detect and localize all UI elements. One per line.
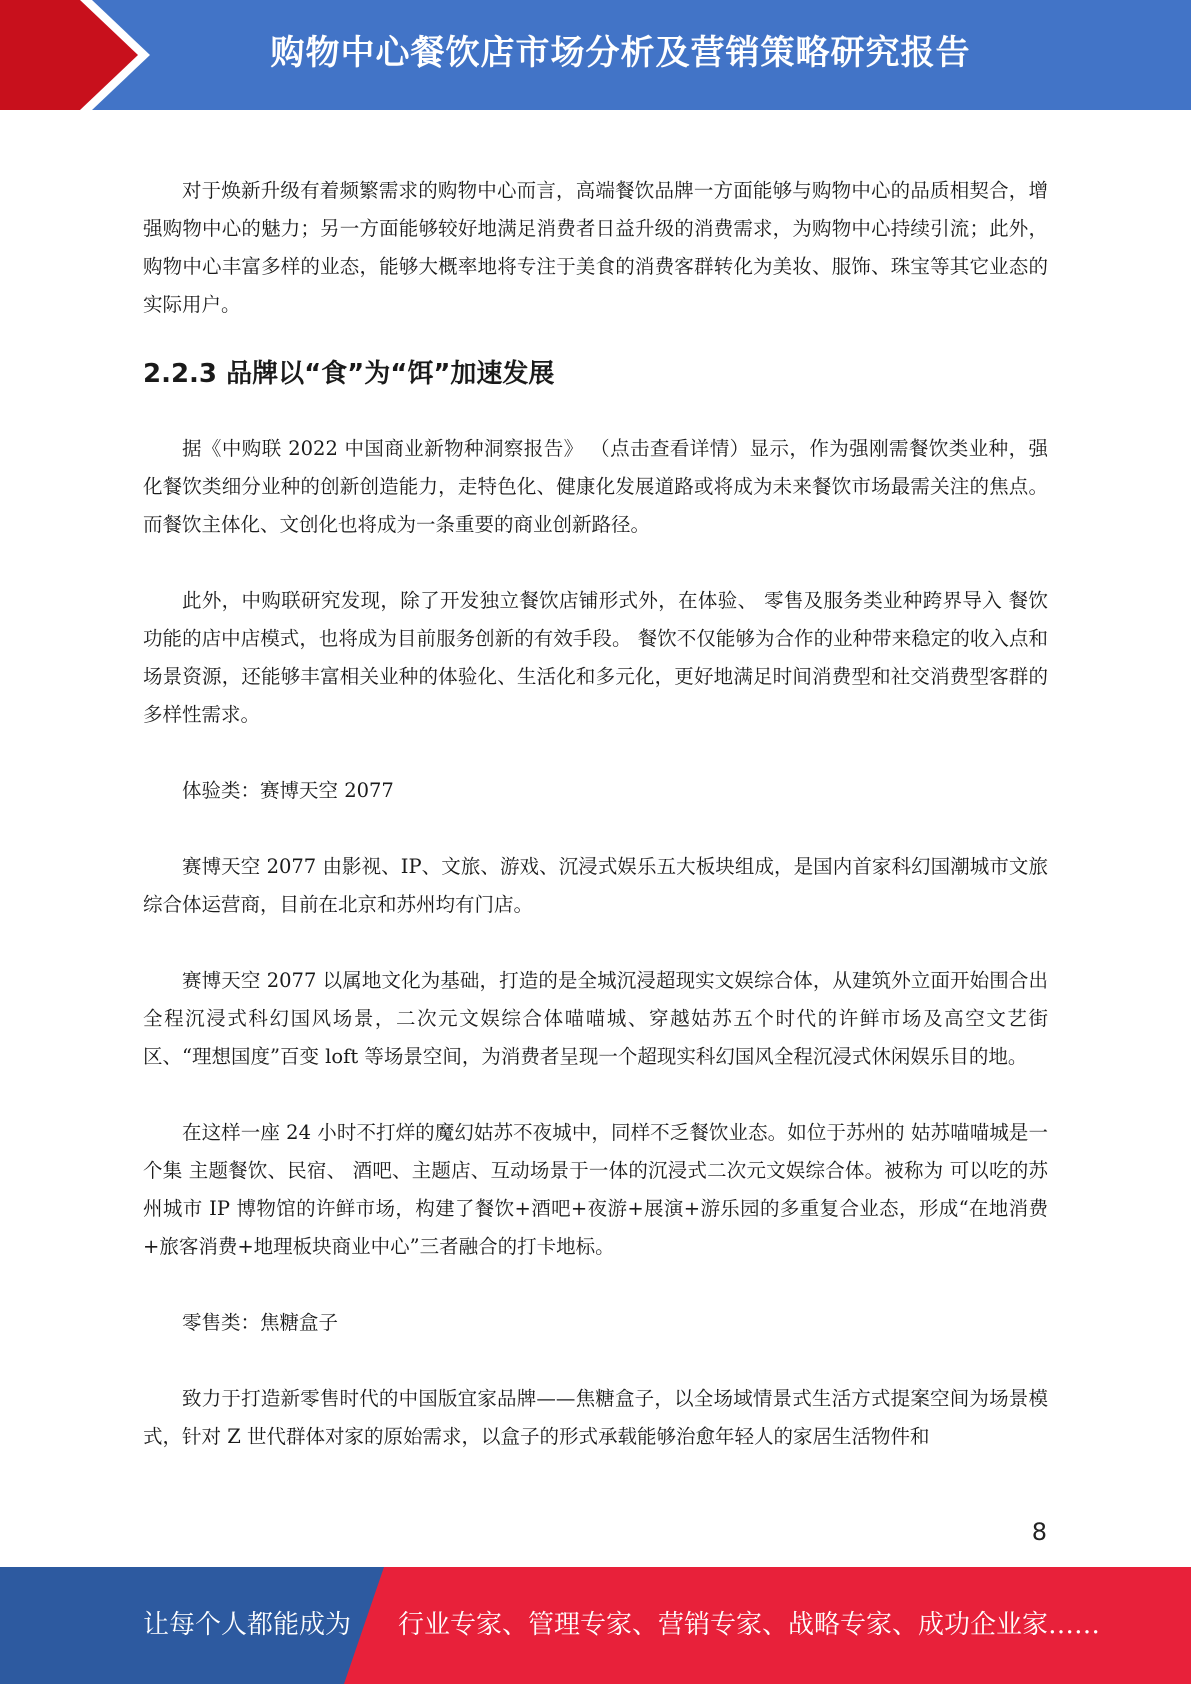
- footer-slogan-left: 让每个人都能成为: [143, 1610, 352, 1640]
- paragraph-5: 赛博天空 2077 由影视、IP、文旅、游戏、沉浸式娱乐五大板块组成，是国内首家科幻国潮城市文旅综合体运营商，目前在北京和苏州均有门店。: [143, 855, 1048, 916]
- paragraph-4: 体验类：赛博天空 2077: [182, 779, 394, 802]
- paragraph-3: 此外，中购联研究发现，除了开发独立餐饮店铺形式外，在体验、 零售及服务类业种跨界导入 餐饮功能的店中店模式，也将成为目前服务创新的有效手段。 餐饮不仅能够为合作的业种带来稳定的收入点和场景资源，还能够丰富相关业种的体验化、生活化和多元化，更好地满足时间消费型和社交消费型客群的多样性需求。: [143, 589, 1048, 726]
- header-title: 购物中心餐饮店市场分析及营销策略研究报告: [270, 33, 971, 73]
- paragraph-8: 零售类：焦糖盒子: [182, 1311, 339, 1334]
- paragraph-2: 据《中购联 2022 中国商业新物种洞察报告》 （点击查看详情）显示，作为强刚需餐饮类业种，强化餐饮类细分业种的创新创造能力，走特色化、健康化发展道路或将成为未来餐饮市场最需关注的焦点。而餐饮主体化、文创化也将成为一条重要的商业创新路径。: [143, 437, 1048, 536]
- page-footer: [0, 1567, 1191, 1684]
- paragraph-6: 赛博天空 2077 以属地文化为基础，打造的是全城沉浸超现实文娱综合体，从建筑外立面开始围合出全程沉浸式科幻国风场景，二次元文娱综合体喵喵城、穿越姑苏五个时代的许鲜市场及高空文艺街区、“理想国度”百变 loft 等场景空间，为消费者呈现一个超现实科幻国风全程沉浸式休闲娱乐目的地。: [143, 969, 1048, 1068]
- document-body: [143, 172, 1048, 1456]
- section-heading: 2.2.3 品牌以“食”为“饵”加速发展: [143, 359, 555, 389]
- header-red-chevron: [0, 0, 150, 110]
- paragraph-9: 致力于打造新零售时代的中国版宜家品牌——焦糖盒子，以全场域情景式生活方式提案空间为场景模式，针对 Z 世代群体对家的原始需求，以盒子的形式承载能够治愈年轻人的家居生活物件和: [143, 1387, 1048, 1448]
- footer-slogan-right: 行业专家、管理专家、营销专家、战略专家、成功企业家……: [398, 1610, 1101, 1640]
- page-header: [0, 0, 1191, 110]
- paragraph-7: 在这样一座 24 小时不打烊的魔幻姑苏不夜城中，同样不乏餐饮业态。如位于苏州的 姑苏喵喵城是一个集 主题餐饮、民宿、 酒吧、主题店、互动场景于一体的沉浸式二次元文娱综合体。被称为 可以吃的苏州城市 IP 博物馆的许鲜市场，构建了餐饮+酒吧+夜游+展演+游乐园的多重复合业态，形成“在地消费+旅客消费+地理板块商业中心”三者融合的打卡地标。: [143, 1121, 1048, 1258]
- paragraph-1: 对于焕新升级有着频繁需求的购物中心而言，高端餐饮品牌一方面能够与购物中心的品质相契合，增强购物中心的魅力；另一方面能够较好地满足消费者日益升级的消费需求，为购物中心持续引流；此外，购物中心丰富多样的业态，能够大概率地将专注于美食的消费客群转化为美妆、服饰、珠宝等其它业态的实际用户。: [143, 179, 1048, 316]
- page-number: 8: [1031, 1518, 1047, 1546]
